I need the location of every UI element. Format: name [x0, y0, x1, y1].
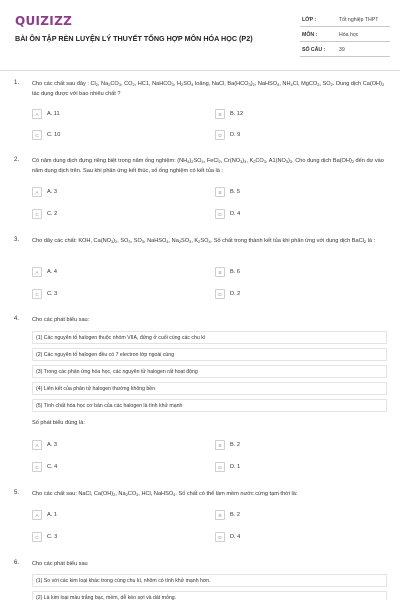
option-letter: A [32, 109, 42, 119]
option-text: D. 4 [230, 211, 241, 217]
option-letter: A [32, 187, 42, 197]
option-c[interactable] [32, 289, 182, 301]
statement-text: (4) Liên kết của phân tử halogen thường không bền [36, 386, 156, 392]
question-number: 2. [14, 157, 20, 163]
meta-label: SỐ CÂU : [302, 47, 326, 53]
option-a[interactable] [32, 440, 182, 452]
meta-row-count [300, 42, 390, 57]
option-text: D. 4 [230, 534, 241, 540]
question-number: 5. [14, 490, 20, 496]
option-text: A. 1 [47, 512, 57, 518]
option-text: D. 2 [230, 291, 241, 297]
option-text: B. 2 [230, 512, 240, 518]
option-b[interactable] [215, 109, 365, 121]
option-b[interactable] [215, 510, 365, 522]
statement-item [32, 331, 387, 344]
option-a[interactable] [32, 187, 182, 199]
option-letter: A [32, 440, 42, 450]
option-letter: C [32, 209, 42, 219]
statement-item [32, 365, 387, 378]
header-divider [0, 70, 400, 71]
statement-text: (1) So với các kim loại khác trong cùng chu kì, nhôm có tính khử mạnh hơn. [36, 578, 211, 584]
option-text: C. 4 [47, 464, 58, 470]
question-number: 4. [14, 316, 20, 322]
statement-text: (3) Trong các phản ứng hóa học, các nguyên tử halogen rất hoạt động [36, 369, 198, 375]
option-letter: D [215, 462, 225, 472]
option-c[interactable] [32, 462, 182, 474]
option-a[interactable] [32, 109, 182, 121]
option-text: C. 3 [47, 534, 58, 540]
option-text: A. 3 [47, 442, 57, 448]
option-letter: B [215, 267, 225, 277]
statement-text: (1) Các nguyên tố halogen thuộc nhóm VIIA, đứng ở cuối cùng các chu kì [36, 335, 206, 341]
option-letter: A [32, 267, 42, 277]
meta-label: LỚP : [302, 17, 317, 23]
option-letter: D [215, 130, 225, 140]
statement-item [32, 591, 387, 600]
meta-value: 39 [339, 47, 345, 53]
statement-item [32, 348, 387, 361]
quizizz-logo: QUIZIZZ [15, 14, 73, 28]
option-b[interactable] [215, 440, 365, 452]
option-letter: A [32, 510, 42, 520]
question-text: Cho các chất sau đây : $Cl_2$, $Na_2CO_3$, $CO_2$, HC1, NaHCO$_3$, $H_2SO_4$ loãng, NaCl, $Ba(HCO_3)_2$, NaHSO$_4$, $NH_4Cl$, MgCO$_3$, $SO_2$. Dung dịch $Ca(OH)_2$ tác dụng được với bao nhiêu chất ? [32, 81, 385, 97]
option-c[interactable] [32, 209, 182, 221]
option-b[interactable] [215, 267, 365, 279]
statement-text: (2) Các nguyên tố halogen đều có 7 electron lớp ngoài cùng [36, 352, 175, 358]
option-letter: B [215, 109, 225, 119]
option-text: D. 1 [230, 464, 241, 470]
statement-item [32, 574, 387, 587]
statement-item [32, 382, 387, 395]
option-d[interactable] [215, 209, 365, 221]
statement-text: (2) Là kim loại màu trắng bạc, mềm, dễ kéo sợi và dát mỏng. [36, 595, 177, 600]
option-letter: D [215, 532, 225, 542]
option-d[interactable] [215, 532, 365, 544]
statement-prompt: Số phát biểu đúng là: [32, 420, 85, 426]
option-a[interactable] [32, 267, 182, 279]
option-text: B. 12 [230, 111, 244, 117]
question-text: Cho dãy các chất: KOH, $Ca(NO_3)_2$, $SO_3$, $SO_3$, NaHSO$_4$, $Na_2SO_3$, $K_2SO_4$. Số chất trong thành kết tủa khi phản ứng với dung dịch BaCl$_2$ là : [32, 238, 376, 244]
statement-item [32, 399, 387, 412]
option-letter: B [215, 510, 225, 520]
option-letter: C [32, 289, 42, 299]
question-number: 1. [14, 80, 20, 86]
question-text: Có năm dung dịch đựng riêng biệt trong năm ống nghiệm: $(NH_4)_2SO_4$, FeCl$_2$, $Cr(NO_3)_3$, $K_2CO_3$, $A1(NO_3)_3$. Cho dung dịch $Ba(OH)_2$ đến dư vào năm dung dịch trên. Sau khi phản ứng kết thúc, số ống nghiệm có kết tủa là : [32, 158, 384, 174]
option-letter: C [32, 130, 42, 140]
option-text: A. 3 [47, 189, 57, 195]
option-d[interactable] [215, 130, 365, 142]
meta-value: Tốt nghiệp THPT [339, 17, 379, 23]
meta-table [300, 12, 390, 57]
page-title: BÀI ÔN TẬP RÈN LUYỆN LÝ THUYẾT TỔNG HỢP MÔN HÓA HỌC (P2) [15, 34, 253, 43]
option-letter: D [215, 289, 225, 299]
option-d[interactable] [215, 289, 365, 301]
option-text: D. 9 [230, 132, 241, 138]
option-letter: B [215, 440, 225, 450]
meta-row-subject [300, 27, 390, 42]
option-b[interactable] [215, 187, 365, 199]
option-letter: B [215, 187, 225, 197]
question-number: 3. [14, 237, 20, 243]
option-text: B. 5 [230, 189, 240, 195]
option-text: C. 2 [47, 211, 58, 217]
option-text: A. 11 [47, 111, 60, 117]
option-text: A. 4 [47, 269, 57, 275]
option-text: B. 2 [230, 442, 240, 448]
header [0, 0, 400, 68]
question-text: Cho các phát biểu sau [32, 561, 88, 567]
statement-text: (5) Tính chất hóa học cơ bản của các halogen là tính khử mạnh [36, 403, 183, 409]
option-text: B. 6 [230, 269, 240, 275]
meta-row-class [300, 12, 390, 27]
meta-label: MÔN : [302, 32, 318, 38]
option-d[interactable] [215, 462, 365, 474]
meta-value: Hóa học [339, 32, 359, 38]
question-text: Cho các phát biểu sau: [32, 317, 90, 323]
option-c[interactable] [32, 532, 182, 544]
option-c[interactable] [32, 130, 182, 142]
question-number: 6. [14, 560, 20, 566]
option-a[interactable] [32, 510, 182, 522]
option-text: C. 10 [47, 132, 61, 138]
option-letter: C [32, 532, 42, 542]
option-letter: C [32, 462, 42, 472]
question-text: Cho các chất sau: NaCl, $Ca(OH)_2$, $Na_2CO_3$, HCl, NaHSO$_4$. Số chất có thể làm mềm nước cứng tạm thời là: [32, 491, 298, 497]
option-letter: D [215, 209, 225, 219]
option-text: C. 3 [47, 291, 58, 297]
